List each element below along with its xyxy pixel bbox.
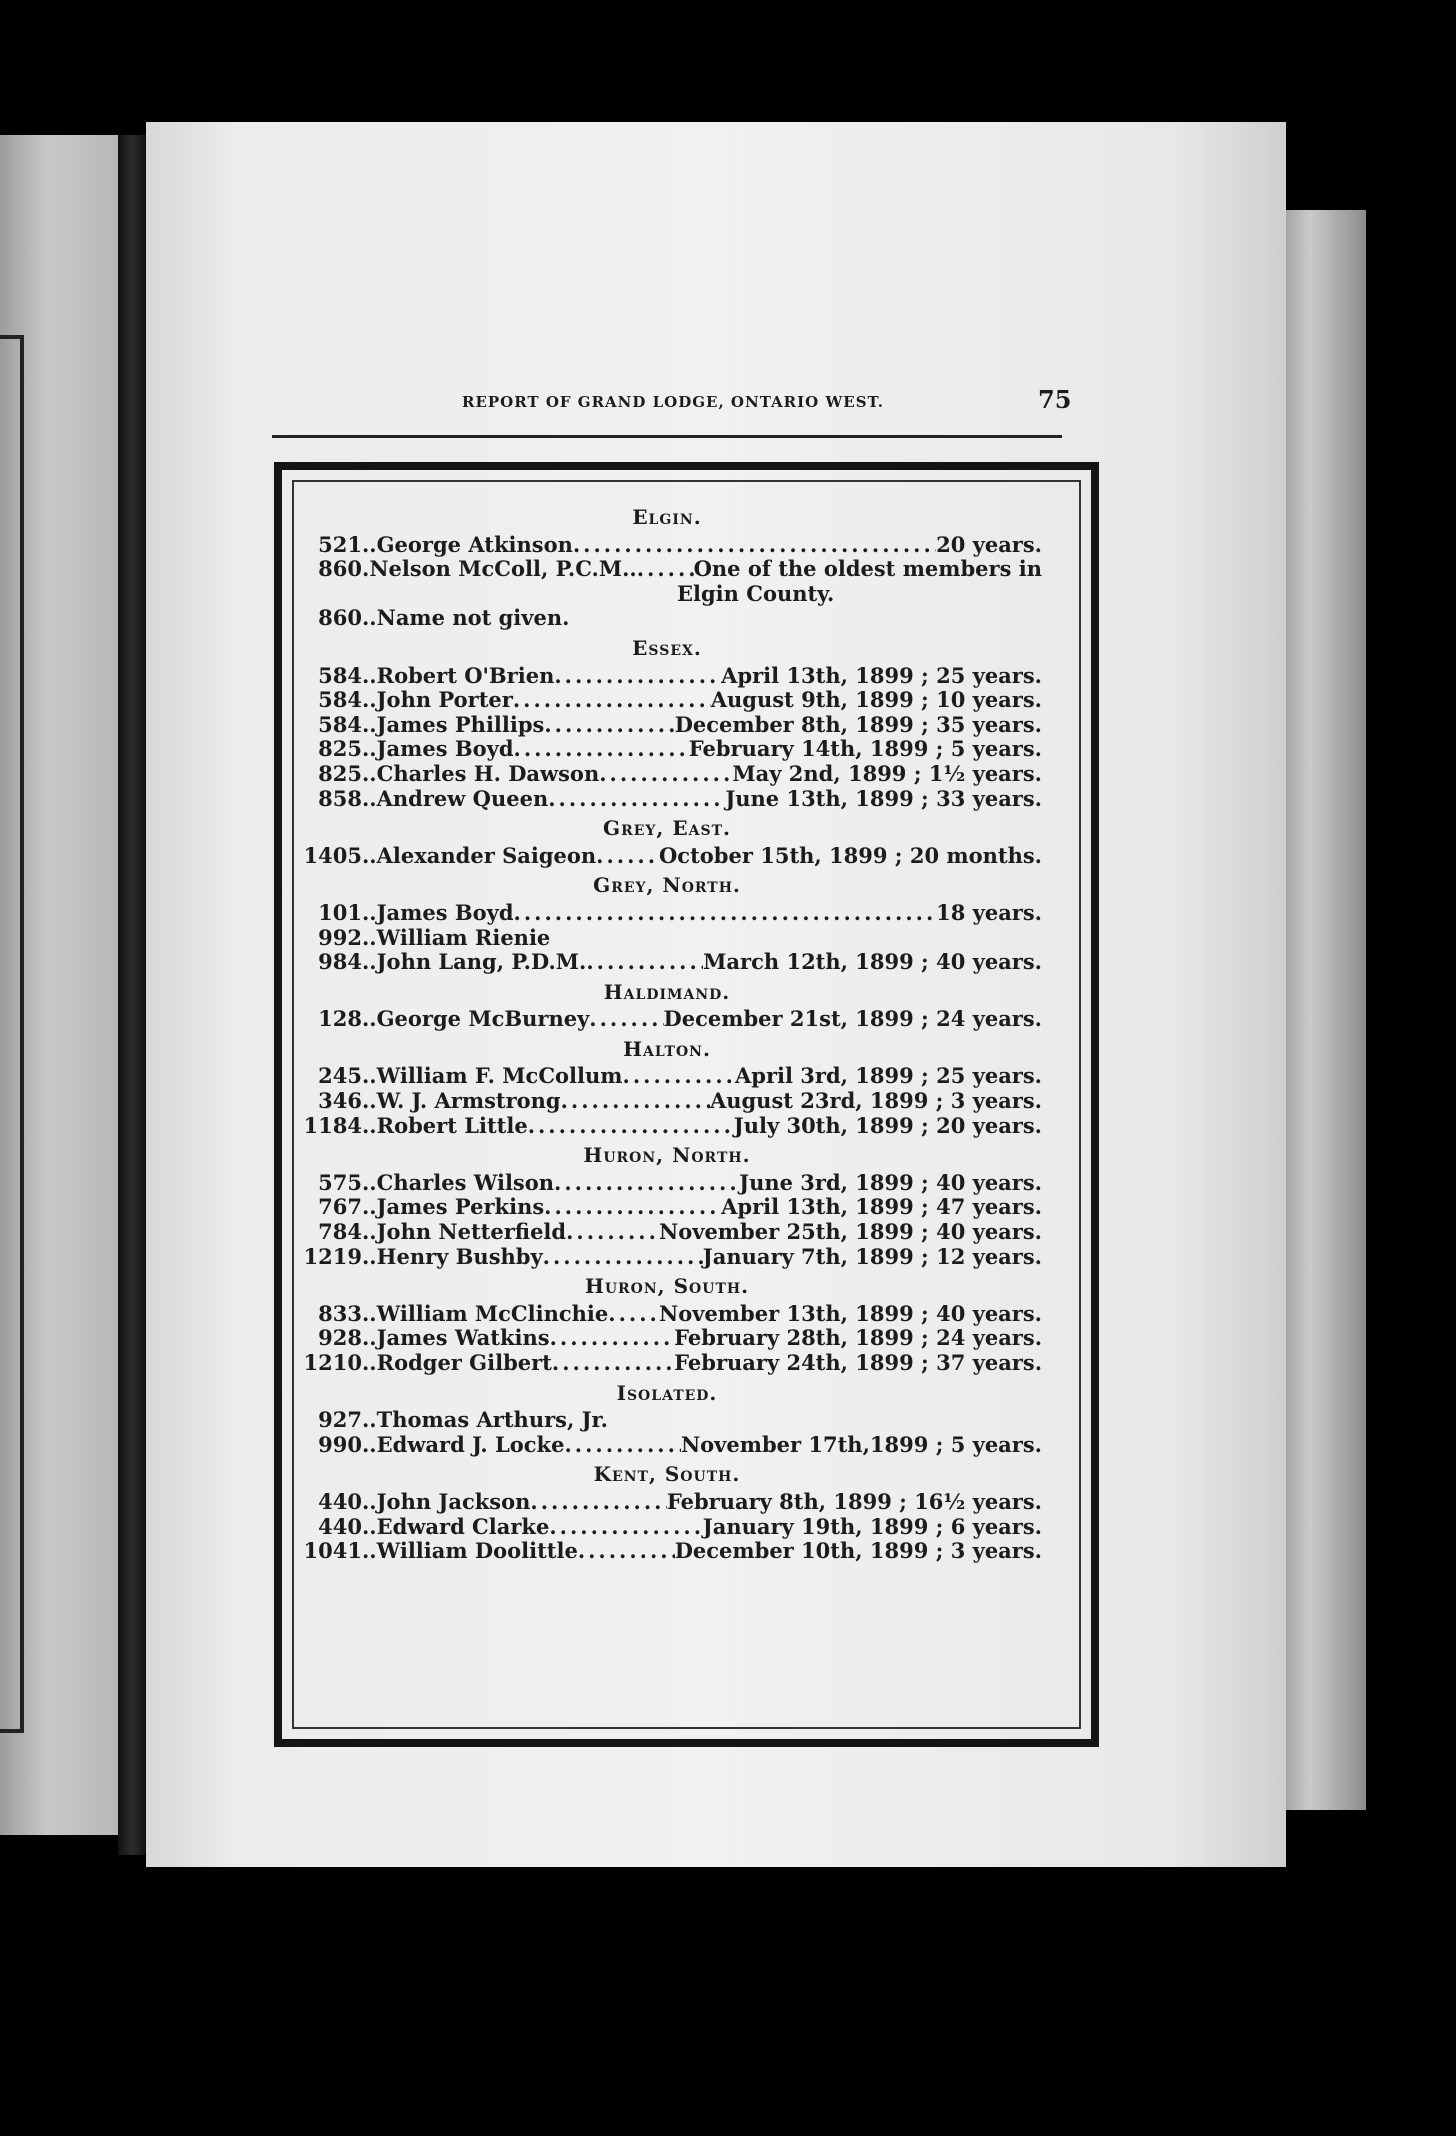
lodge-number: 860 [318,556,362,582]
leader-dots [561,1089,710,1114]
entry-detail: November 25th, 1899 ; 40 years. [659,1219,1042,1245]
section-heading: Essex. [632,635,702,660]
entry-detail: December 8th, 1899 ; 35 years. [674,711,1042,737]
separator: .. [362,1350,377,1375]
entry-detail: April 13th, 1899 ; 47 years. [721,1194,1042,1220]
page-number: 75 [1038,385,1072,414]
lodge-number: 825 [318,760,362,786]
leader-dots [543,1245,703,1270]
list-item [292,1171,1042,1196]
book-gutter [118,135,146,1855]
leader-dots [554,664,721,689]
leader-dots [514,901,937,926]
member-name: Charles H. Dawson [376,760,600,786]
separator: .. [362,924,377,950]
list-item [292,1007,1042,1032]
leader-dots [544,1195,721,1220]
list-item [292,1089,1042,1114]
list-item [292,1302,1042,1327]
leader-dots [554,1171,739,1196]
list-item [292,1539,1042,1564]
leader-dots [564,1433,681,1458]
entry-detail: December 21st, 1899 ; 24 years. [663,1006,1042,1032]
lodge-number: 1041 [303,1538,362,1564]
list-item [292,1433,1042,1458]
list-item [292,762,1042,787]
leader-dots [550,1326,675,1351]
list-item [292,1490,1042,1515]
leader-dots [589,1007,663,1032]
separator: .. [362,1243,377,1269]
entry-detail: November 13th, 1899 ; 40 years. [659,1300,1042,1326]
separator: .. [362,1407,377,1433]
lodge-number: 440 [318,1513,362,1539]
lodge-number: 928 [318,1325,362,1351]
section-heading: Grey, East. [603,816,731,841]
entry-detail: February 14th, 1899 ; 5 years. [688,736,1042,762]
section-heading: Kent, South. [593,1462,741,1487]
facing-page-frame [0,335,24,1733]
separator: .. [362,949,377,975]
leader-dots [637,557,694,582]
running-head: REPORT OF GRAND LODGE, ONTARIO WEST. [461,393,885,411]
lodge-number: 927 [318,1407,362,1433]
member-name: James Boyd [376,899,514,925]
leader-dots [544,713,674,738]
lodge-number: 584 [318,711,362,737]
list-item [292,926,1042,951]
list-item [292,1064,1042,1089]
separator: .. [362,1194,377,1220]
lodge-number: 767 [318,1194,362,1220]
leader-dots [530,1490,666,1515]
member-name: Edward J. Locke [376,1431,565,1457]
separator: .. [362,760,377,786]
lodge-number: 1405 [303,842,362,868]
separator: .. [362,605,377,631]
member-name: William McClinchie [376,1300,609,1326]
lodge-number: 984 [318,949,362,975]
separator: .. [362,1300,377,1326]
member-name: George Atkinson [376,531,573,557]
separator: .. [362,1006,377,1032]
member-name: Nelson McColl, P.C.M.. [369,556,637,582]
separator: .. [362,1088,377,1114]
list-item [292,1326,1042,1351]
entry-detail: February 8th, 1899 ; 16½ years. [666,1488,1042,1514]
separator: .. [362,736,377,762]
lodge-number: 1210 [303,1350,362,1375]
lodge-number: 584 [318,687,362,713]
leader-dots [578,1539,675,1564]
separator: .. [362,785,377,811]
member-name: Alexander Saigeon [376,842,597,868]
section-heading: Isolated. [616,1380,718,1405]
lodge-number: 245 [318,1063,362,1089]
leader-dots [608,1302,659,1327]
member-name: James Phillips [376,711,545,737]
leader-dots [513,688,711,713]
section-heading: Huron, North. [583,1143,751,1168]
list-item [292,606,1042,631]
entry-detail: June 13th, 1899 ; 33 years. [725,785,1042,811]
lodge-number: 584 [318,662,362,688]
member-name: Name not given. [376,605,570,631]
member-name: James Boyd [376,736,514,762]
lodge-number: 1219 [303,1243,362,1269]
separator: .. [362,1169,377,1195]
entry-detail: February 28th, 1899 ; 24 years. [674,1325,1042,1351]
member-name: John Jackson [376,1488,531,1514]
obituary-list [292,500,1042,1564]
section-heading: Huron, South. [584,1274,750,1299]
leader-dots [573,533,936,558]
member-name: Andrew Queen [376,785,549,811]
separator: .. [362,1112,377,1138]
entry-detail: April 3rd, 1899 ; 25 years. [734,1063,1042,1089]
entry-detail: August 9th, 1899 ; 10 years. [710,687,1042,713]
lodge-number: 128 [318,1006,362,1032]
separator: . [362,556,370,582]
section-heading: Elgin. [632,505,702,529]
separator: .. [362,1063,377,1089]
separator: .. [362,1325,377,1351]
header-rule [272,435,1062,438]
member-name: Rodger Gilbert [376,1350,552,1375]
leader-dots [596,844,659,869]
member-name: William F. McCollum [376,1063,623,1089]
list-item [292,950,1042,975]
member-name: Robert O'Brien [376,662,555,688]
entry-detail: March 12th, 1899 ; 40 years. [703,949,1042,975]
leader-dots [548,787,725,812]
member-name: John Porter [376,687,513,713]
list-item [292,688,1042,713]
entry-detail: December 10th, 1899 ; 3 years. [674,1538,1042,1564]
lodge-number: 784 [318,1219,362,1245]
entry-continuation: Elgin County. [677,580,835,606]
list-item [292,787,1042,812]
leader-dots [566,1220,659,1245]
entry-detail: January 19th, 1899 ; 6 years. [702,1513,1042,1539]
lodge-number: 860 [318,605,362,631]
member-name: William Doolittle [376,1538,578,1564]
list-item [292,844,1042,869]
member-name: George McBurney [376,1006,590,1032]
separator: .. [362,1431,377,1457]
list-item [292,737,1042,762]
entry-detail: January 7th, 1899 ; 12 years. [702,1243,1042,1269]
list-item [292,713,1042,738]
separator: .. [362,531,377,557]
lodge-number: 990 [318,1431,362,1457]
separator: .. [362,1513,377,1539]
list-item [292,1515,1042,1540]
list-item [292,1220,1042,1245]
leader-dots [623,1064,735,1089]
lodge-number: 1184 [303,1112,362,1138]
member-name: James Perkins [376,1194,545,1220]
leader-dots [569,606,1042,631]
lodge-number: 521 [318,531,362,557]
separator: .. [362,1488,377,1514]
lodge-number: 858 [318,785,362,811]
leader-dots [599,762,732,787]
entry-detail: February 24th, 1899 ; 37 years. [674,1350,1042,1375]
list-item [292,533,1042,558]
leader-dots [552,1351,674,1376]
leader-dots [550,926,1042,951]
member-name: Henry Bushby [376,1243,543,1269]
member-name: Thomas Arthurs, Jr. [376,1407,608,1433]
separator: .. [362,1538,377,1564]
member-name: John Netterfield [376,1219,567,1245]
leader-dots [528,1114,734,1139]
separator: .. [362,662,377,688]
list-item [292,664,1042,689]
lodge-number: 992 [318,924,362,950]
entry-detail: April 13th, 1899 ; 25 years. [721,662,1042,688]
section-heading: Grey, North. [593,873,741,898]
entry-detail: October 15th, 1899 ; 20 months. [659,842,1042,868]
list-item [292,1245,1042,1270]
member-name: Robert Little [376,1112,528,1138]
entry-detail: November 17th,1899 ; 5 years. [680,1431,1042,1457]
list-item [292,1408,1042,1433]
list-item [292,1114,1042,1139]
member-name: Charles Wilson [376,1169,555,1195]
separator: .. [362,899,377,925]
entry-detail: May 2nd, 1899 ; 1½ years. [732,760,1042,786]
member-name: Edward Clarke [376,1513,550,1539]
separator: .. [362,842,377,868]
lodge-number: 101 [318,899,362,925]
section-heading: Halton. [623,1036,711,1061]
entry-detail: 20 years. [936,531,1042,557]
leader-dots [549,1515,702,1540]
leader-dots [608,1408,1042,1433]
entry-detail: August 23rd, 1899 ; 3 years. [709,1088,1042,1114]
member-name: W. J. Armstrong [376,1088,561,1114]
separator: .. [362,711,377,737]
entry-detail: 18 years. [936,899,1042,925]
member-name: John Lang, P.D.M. [376,949,587,975]
list-item [292,1351,1042,1376]
lodge-number: 575 [318,1169,362,1195]
member-name: William Rienie [376,924,551,950]
entry-detail: July 30th, 1899 ; 20 years. [733,1112,1042,1138]
leader-dots [586,950,703,975]
lodge-number: 825 [318,736,362,762]
list-item [292,557,1042,582]
list-item [292,901,1042,926]
separator: .. [362,1219,377,1245]
member-name: James Watkins [376,1325,550,1351]
entry-detail: June 3rd, 1899 ; 40 years. [739,1169,1042,1195]
leader-dots [514,737,689,762]
page-stack-edge [1286,210,1366,1810]
lodge-number: 346 [318,1088,362,1114]
list-item [292,1195,1042,1220]
separator: .. [362,687,377,713]
lodge-number: 440 [318,1488,362,1514]
section-heading: Haldimand. [603,979,731,1004]
entry-detail: One of the oldest members in [693,556,1042,582]
lodge-number: 833 [318,1300,362,1326]
